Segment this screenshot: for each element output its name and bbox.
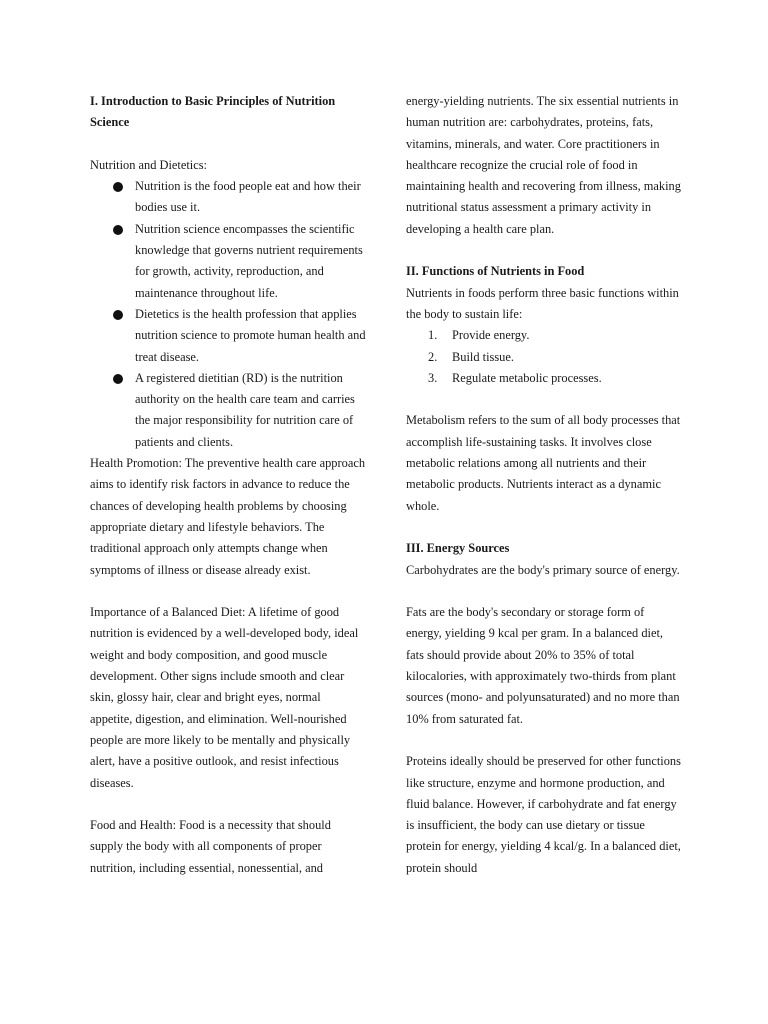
list-item-text: Build tissue. <box>452 349 514 364</box>
food-health-paragraph: Food and Health: Food is a necessity that should supply the body with all components of proper nutrition, including essential, nonessential, and <box>90 818 331 875</box>
list-item-text: Nutrition is the food people eat and how their bodies use it. <box>135 179 361 215</box>
list-number: 2. <box>428 349 438 364</box>
proteins-paragraph: Proteins ideally should be preserved for other functions like structure, enzyme and hormone production, and fluid balance. However, if carbohydrate and fat energy is insufficient, the body can use dietary or tissue protein for energy, yielding 4 kcal/g. In a balanced diet, protein should <box>406 754 681 875</box>
section3-heading: III. Energy Sources <box>406 541 510 556</box>
nutrition-dietetics-label: Nutrition and Dietetics: <box>90 157 207 172</box>
right-column <box>406 91 682 879</box>
spacer <box>90 134 366 155</box>
list-item-text: Dietetics is the health profession that applies nutrition science to promote human health and treat disease. <box>135 306 366 364</box>
left-column <box>90 91 366 879</box>
spacer <box>406 240 682 261</box>
list-item-text: Regulate metabolic processes. <box>452 370 602 385</box>
list-item <box>90 304 366 368</box>
bullet-icon <box>113 182 123 192</box>
list-number: 3. <box>428 370 438 385</box>
spacer <box>406 389 682 410</box>
bullet-icon <box>113 310 123 320</box>
list-item <box>406 368 682 389</box>
list-item <box>406 325 682 346</box>
list-item <box>90 368 366 453</box>
metabolism-paragraph: Metabolism refers to the sum of all body processes that accomplish life-sustaining tasks. It involves close metabolic relations among all nutrients and their metabolic products. Nutrients interact as a dynamic whole. <box>406 413 681 513</box>
health-promotion-paragraph: Health Promotion: The preventive health care approach aims to identify risk factors in advance to reduce the chances of developing health problems by choosing appropriate dietary and lifestyle behaviors. The traditional approach only attempts change when symptoms of illness or disease already exist. <box>90 456 366 577</box>
list-item-text: A registered dietitian (RD) is the nutrition authority on the health care team and carries the major responsibility for nutrition care of patients and clients. <box>135 370 355 449</box>
definitions-list <box>90 176 366 453</box>
spacer <box>90 794 366 815</box>
list-item-text: Provide energy. <box>452 328 530 343</box>
functions-list <box>406 325 682 389</box>
spacer <box>90 581 366 602</box>
carbohydrates-paragraph: Carbohydrates are the body's primary source of energy. <box>406 562 680 577</box>
list-item <box>90 176 366 219</box>
list-number: 1. <box>428 328 438 343</box>
bullet-icon <box>113 374 123 384</box>
section1-heading: I. Introduction to Basic Principles of Nutrition Science <box>90 94 336 130</box>
functions-intro: Nutrients in foods perform three basic functions within the body to sustain life: <box>406 285 679 321</box>
section2-heading: II. Functions of Nutrients in Food <box>406 264 585 279</box>
spacer <box>406 581 682 602</box>
bullet-icon <box>113 225 123 235</box>
list-item-text: Nutrition science encompasses the scientific knowledge that governs nutrient requirements for growth, activity, reproduction, and maintenance throughout life. <box>135 221 363 300</box>
fats-paragraph: Fats are the body's secondary or storage form of energy, yielding 9 kcal per gram. In a balanced diet, fats should provide about 20% to 35% of total kilocalories, with approximately two-thirds from plant sources (mono- and polyunsaturated) and no more than 10% from saturated fat. <box>406 605 680 726</box>
continuation-paragraph: energy-yielding nutrients. The six essential nutrients in human nutrition are: carbohydrates, proteins, fats, vitamins, minerals, and water. Core practitioners in healthcare recognize the crucial role of food in maintaining health and recovering from illness, making nutritional status assessment a primary activity in developing a health care plan. <box>406 94 681 236</box>
spacer <box>406 517 682 538</box>
list-item <box>406 347 682 368</box>
list-item <box>90 219 366 304</box>
balanced-diet-paragraph: Importance of a Balanced Diet: A lifetime of good nutrition is evidenced by a well-developed body, ideal weight and body composition, and good muscle development. Other signs include smooth and clear skin, glossy hair, clear and bright eyes, normal appetite, digestion, and elimination. Well-nourished people are more likely to be mentally and physically alert, have a positive outlook, and resist infectious diseases. <box>90 605 359 790</box>
spacer <box>406 730 682 751</box>
